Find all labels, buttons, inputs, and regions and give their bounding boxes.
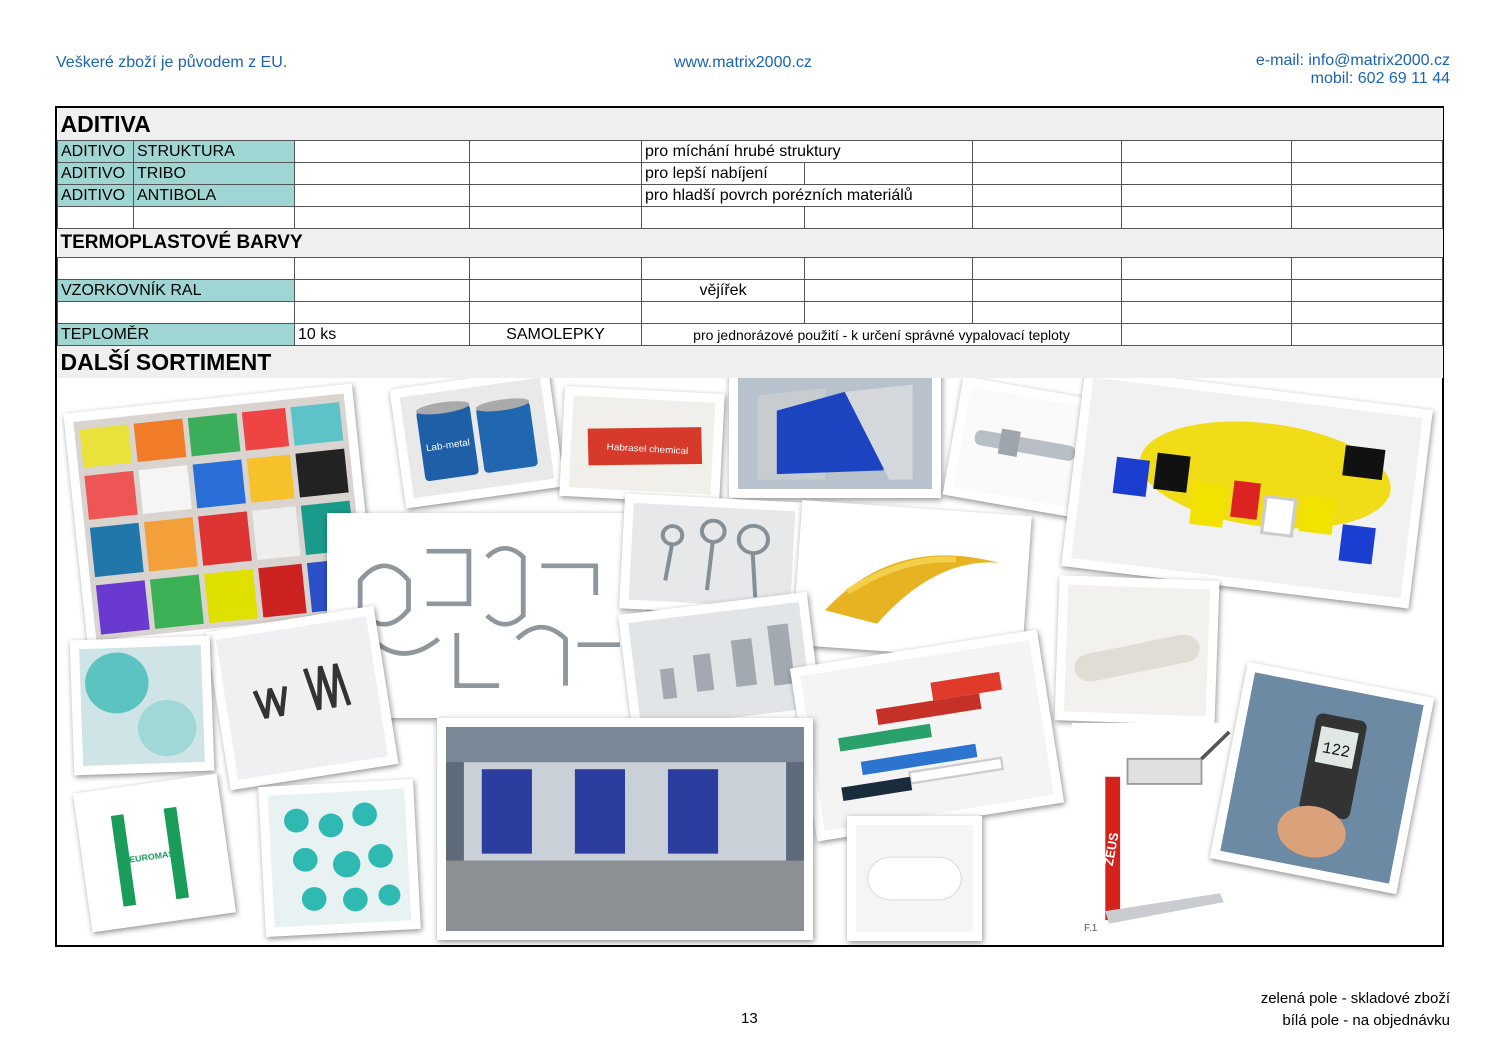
photo-filter-roll [847, 816, 982, 941]
cell-quantity: 10 ks [295, 324, 470, 346]
section-dalsi-title: DALŠÍ SORTIMENT [58, 346, 1443, 379]
header-website[interactable]: www.matrix2000.cz [674, 54, 812, 71]
product-table [57, 108, 1443, 378]
product-collage [57, 378, 1442, 945]
photo-fiber-rod [1055, 575, 1220, 725]
gauge-readout: 122 [1320, 738, 1352, 763]
cell-product-name: ADITIVO [58, 185, 134, 207]
section-aditiva-title: ADITIVA [58, 108, 1443, 141]
photo-spray-booth [437, 718, 813, 940]
cell-description: pro hladší povrch porézních materiálů [642, 185, 973, 207]
header-mobile: mobil: 602 69 11 44 [1310, 70, 1450, 87]
photo-red-tape [559, 386, 725, 504]
photo-lab-metal-cans [389, 378, 564, 509]
table-row [58, 185, 1443, 207]
table-row [58, 324, 1443, 346]
cell-product-variant: TRIBO [134, 163, 295, 185]
cell-product-name: VZORKOVNÍK RAL [58, 280, 295, 302]
cell-product-name: ADITIVO [58, 163, 134, 185]
cell-description: pro lepší nabíjení [642, 163, 805, 185]
section-termo-title: TERMOPLASTOVÉ BARVY [58, 229, 1443, 258]
legend [1261, 988, 1450, 1032]
can-label: Lab-metal [425, 437, 471, 455]
cell-product-variant: STRUKTURA [134, 141, 295, 163]
page-number: 13 [741, 1010, 758, 1027]
photo-silicone-tubes [790, 630, 1064, 842]
table-row [58, 280, 1443, 302]
legend-white: bílá pole - na objednávku [1282, 1012, 1450, 1029]
cell-description: pro míchání hrubé struktury [642, 141, 973, 163]
euromask-label: EUROMASK [128, 847, 182, 865]
photo-masking-dots [258, 779, 421, 937]
table-row [58, 163, 1443, 185]
photo-euromask-tags [73, 774, 236, 933]
cell-type: SAMOLEPKY [470, 324, 642, 346]
photo-masking-film [70, 636, 215, 776]
cell-description: vějířek [642, 280, 805, 302]
header-origin-note: Veškeré zboží je původem z EU. [56, 54, 288, 71]
table-row [58, 141, 1443, 163]
photo-thickness-gauge [1210, 662, 1435, 895]
photo-aluminium-profile [729, 378, 941, 498]
zeus-label: ZEUS [1100, 831, 1122, 867]
cell-description: pro jednorázové použití - k určení správné vypalovací teploty [642, 324, 1122, 346]
photo-springs [206, 606, 399, 791]
header-email[interactable]: e-mail: info@matrix2000.cz [1255, 52, 1450, 69]
legend-green: zelená pole - skladové zboží [1260, 990, 1450, 1007]
photo-caps-plugs [1061, 378, 1433, 609]
cell-product-variant: ANTIBOLA [134, 185, 295, 207]
cell-product-name: ADITIVO [58, 141, 134, 163]
photo-caption: F.1 [1084, 923, 1098, 934]
tape-label: Habrasel chemical [606, 442, 689, 457]
catalog-frame [55, 106, 1444, 947]
cell-product-name: TEPLOMĚR [58, 324, 295, 346]
header-contact [1256, 52, 1450, 88]
